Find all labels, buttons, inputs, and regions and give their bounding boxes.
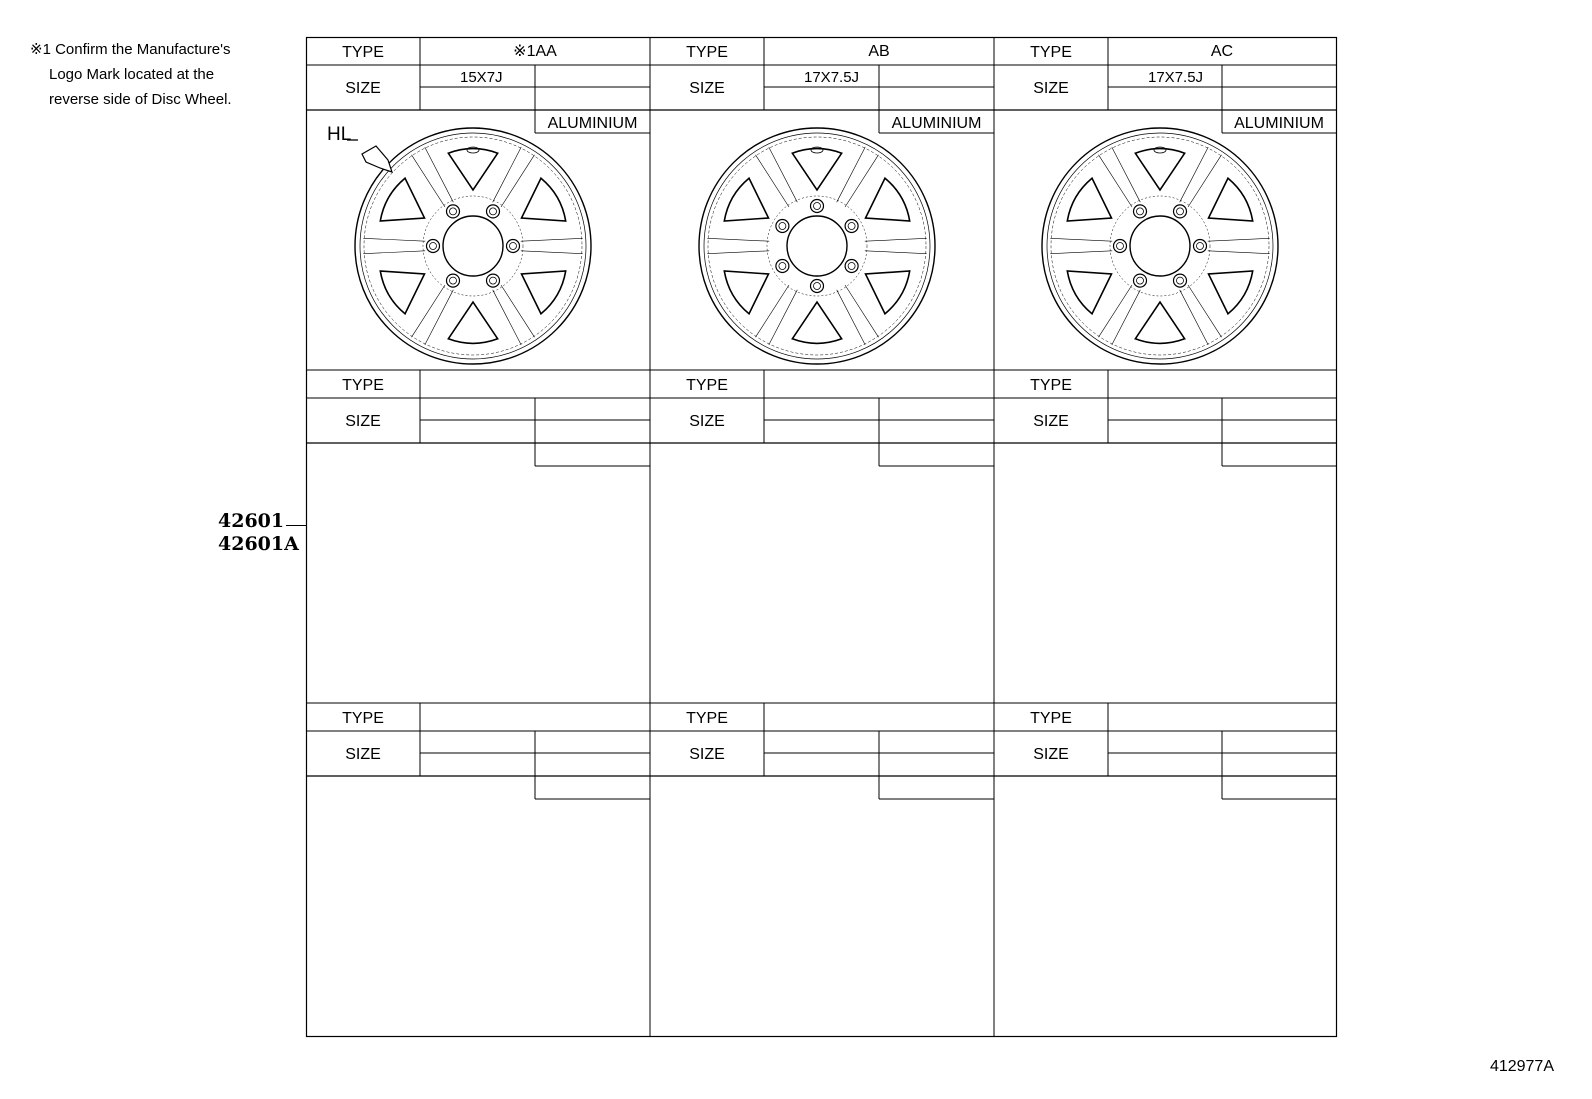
size-label: SIZE	[689, 413, 725, 430]
note-line: reverse side of Disc Wheel.	[49, 91, 232, 108]
type-value: ※1AA	[513, 43, 557, 60]
hub-ring	[423, 196, 523, 296]
spoke-edge	[707, 238, 769, 241]
wheel-cell	[650, 703, 994, 799]
material-value: ALUMINIUM	[547, 115, 638, 132]
type-label: TYPE	[686, 710, 728, 727]
spoke-window	[380, 178, 424, 221]
wheel-rim	[355, 128, 591, 364]
spoke-edge	[1050, 238, 1112, 241]
wheel-cell	[994, 703, 1336, 799]
wheel-cell	[306, 703, 650, 799]
spoke-window	[1209, 178, 1253, 221]
lug-hole-inner	[1177, 277, 1184, 284]
lug-hole-inner	[779, 223, 786, 230]
wheel-rim-inner	[704, 133, 930, 359]
part-number[interactable]: 42601A	[218, 533, 299, 555]
spoke-edge	[363, 251, 425, 254]
wheel-rim-dash	[364, 137, 582, 355]
spoke-window	[522, 178, 566, 221]
spoke-edge	[1050, 251, 1112, 254]
size-label: SIZE	[345, 413, 381, 430]
lug-hole-inner	[814, 283, 821, 290]
size-label: SIZE	[1033, 413, 1069, 430]
spoke-window	[792, 149, 841, 190]
lug-hole	[776, 260, 789, 273]
material-value: ALUMINIUM	[1234, 115, 1324, 132]
wheel-drawing	[699, 128, 935, 364]
spoke-edge	[1208, 251, 1270, 254]
size-value: 17X7.5J	[804, 69, 860, 86]
type-label: TYPE	[1030, 710, 1072, 727]
type-label: TYPE	[686, 377, 728, 394]
wheel-drawing	[1042, 128, 1278, 364]
spoke-window	[448, 302, 497, 343]
lug-hole-inner	[510, 243, 517, 250]
spoke-window	[724, 178, 768, 221]
type-label: TYPE	[342, 710, 384, 727]
wheel-rim-inner	[360, 133, 586, 359]
spoke-window	[522, 271, 566, 314]
spoke-edge	[1188, 155, 1222, 207]
hub-bore	[787, 216, 847, 276]
spoke-window	[724, 271, 768, 314]
spoke-window	[1067, 271, 1111, 314]
wheel-cell	[306, 37, 650, 364]
size-label: SIZE	[1033, 80, 1069, 97]
wheel-rim-inner	[1047, 133, 1273, 359]
size-label: SIZE	[345, 80, 381, 97]
lug-hole-inner	[1177, 208, 1184, 215]
lug-hole	[1134, 274, 1147, 287]
spoke-edge	[412, 155, 446, 207]
lug-hole-inner	[848, 263, 855, 270]
spoke-edge	[501, 155, 535, 207]
hub-bore	[1130, 216, 1190, 276]
type-label: TYPE	[1030, 44, 1072, 61]
lug-hole-inner	[1117, 243, 1124, 250]
lug-hole	[811, 280, 824, 293]
material-value: ALUMINIUM	[891, 115, 982, 132]
spoke-window	[448, 149, 497, 190]
wheel-cell	[650, 37, 994, 364]
spoke-edge	[845, 155, 879, 207]
arrow-icon	[362, 146, 392, 172]
spoke-window	[1067, 178, 1111, 221]
spoke-edge	[865, 251, 927, 254]
spoke-edge	[756, 155, 790, 207]
lug-hole-inner	[1137, 208, 1144, 215]
wheel-cell	[994, 370, 1336, 466]
lug-hole-inner	[1137, 277, 1144, 284]
lug-hole	[845, 220, 858, 233]
lug-hole	[1134, 205, 1147, 218]
spoke-window	[792, 302, 841, 343]
lug-hole-inner	[814, 203, 821, 210]
grid-frame	[307, 38, 1337, 1037]
type-label: TYPE	[1030, 377, 1072, 394]
spoke-window	[1135, 149, 1184, 190]
lug-hole	[1194, 240, 1207, 253]
type-value: AC	[1210, 43, 1234, 60]
size-label: SIZE	[689, 746, 725, 763]
lug-hole	[1114, 240, 1127, 253]
size-value: 15X7J	[460, 69, 503, 86]
type-label: TYPE	[686, 44, 728, 61]
lug-hole-inner	[848, 223, 855, 230]
hl-marker: HL	[327, 124, 352, 145]
size-label: SIZE	[1033, 746, 1069, 763]
hub-ring	[1110, 196, 1210, 296]
note-line: ※1 Confirm the Manufacture's	[30, 41, 231, 58]
lug-hole	[427, 240, 440, 253]
wheel-drawing	[355, 128, 591, 364]
part-number[interactable]: 42601	[218, 510, 285, 532]
spoke-edge	[521, 251, 583, 254]
lug-hole-inner	[490, 277, 497, 284]
diagram-number: 412977A	[1489, 1058, 1554, 1075]
lug-hole-inner	[490, 208, 497, 215]
wheel-rim-dash	[708, 137, 926, 355]
lug-hole-inner	[430, 243, 437, 250]
lug-hole	[487, 274, 500, 287]
type-label: TYPE	[342, 44, 384, 61]
lug-hole-inner	[779, 263, 786, 270]
spoke-window	[1209, 271, 1253, 314]
lug-hole	[447, 205, 460, 218]
spoke-window	[1135, 302, 1184, 343]
lug-hole	[811, 200, 824, 213]
spoke-edge	[707, 251, 769, 254]
lug-hole	[487, 205, 500, 218]
lug-hole	[1174, 274, 1187, 287]
spoke-edge	[1208, 238, 1270, 241]
hub-ring	[767, 196, 867, 296]
wheel-rim-dash	[1051, 137, 1269, 355]
size-label: SIZE	[345, 746, 381, 763]
spoke-edge	[363, 238, 425, 241]
spoke-edge	[1099, 285, 1133, 337]
size-label: SIZE	[689, 80, 725, 97]
spoke-window	[866, 271, 910, 314]
wheel-rim	[699, 128, 935, 364]
spoke-edge	[501, 285, 535, 337]
lug-hole-inner	[1197, 243, 1204, 250]
lug-hole	[507, 240, 520, 253]
spoke-edge	[412, 285, 446, 337]
wheel-rim	[1042, 128, 1278, 364]
spoke-window	[866, 178, 910, 221]
lug-hole	[776, 220, 789, 233]
spoke-edge	[1099, 155, 1133, 207]
wheel-cell	[306, 370, 650, 466]
lug-hole	[1174, 205, 1187, 218]
type-label: TYPE	[342, 377, 384, 394]
spoke-edge	[521, 238, 583, 241]
wheel-cell	[650, 370, 994, 466]
spoke-edge	[865, 238, 927, 241]
lug-hole	[845, 260, 858, 273]
spoke-edge	[1188, 285, 1222, 337]
lug-hole-inner	[450, 277, 457, 284]
spoke-edge	[756, 285, 790, 337]
wheel-cell	[994, 37, 1336, 364]
lug-hole-inner	[450, 208, 457, 215]
lug-hole	[447, 274, 460, 287]
hub-bore	[443, 216, 503, 276]
spoke-edge	[845, 285, 879, 337]
spoke-window	[380, 271, 424, 314]
type-value: AB	[868, 43, 890, 60]
size-value: 17X7.5J	[1148, 69, 1204, 86]
note-line: Logo Mark located at the	[49, 66, 215, 83]
